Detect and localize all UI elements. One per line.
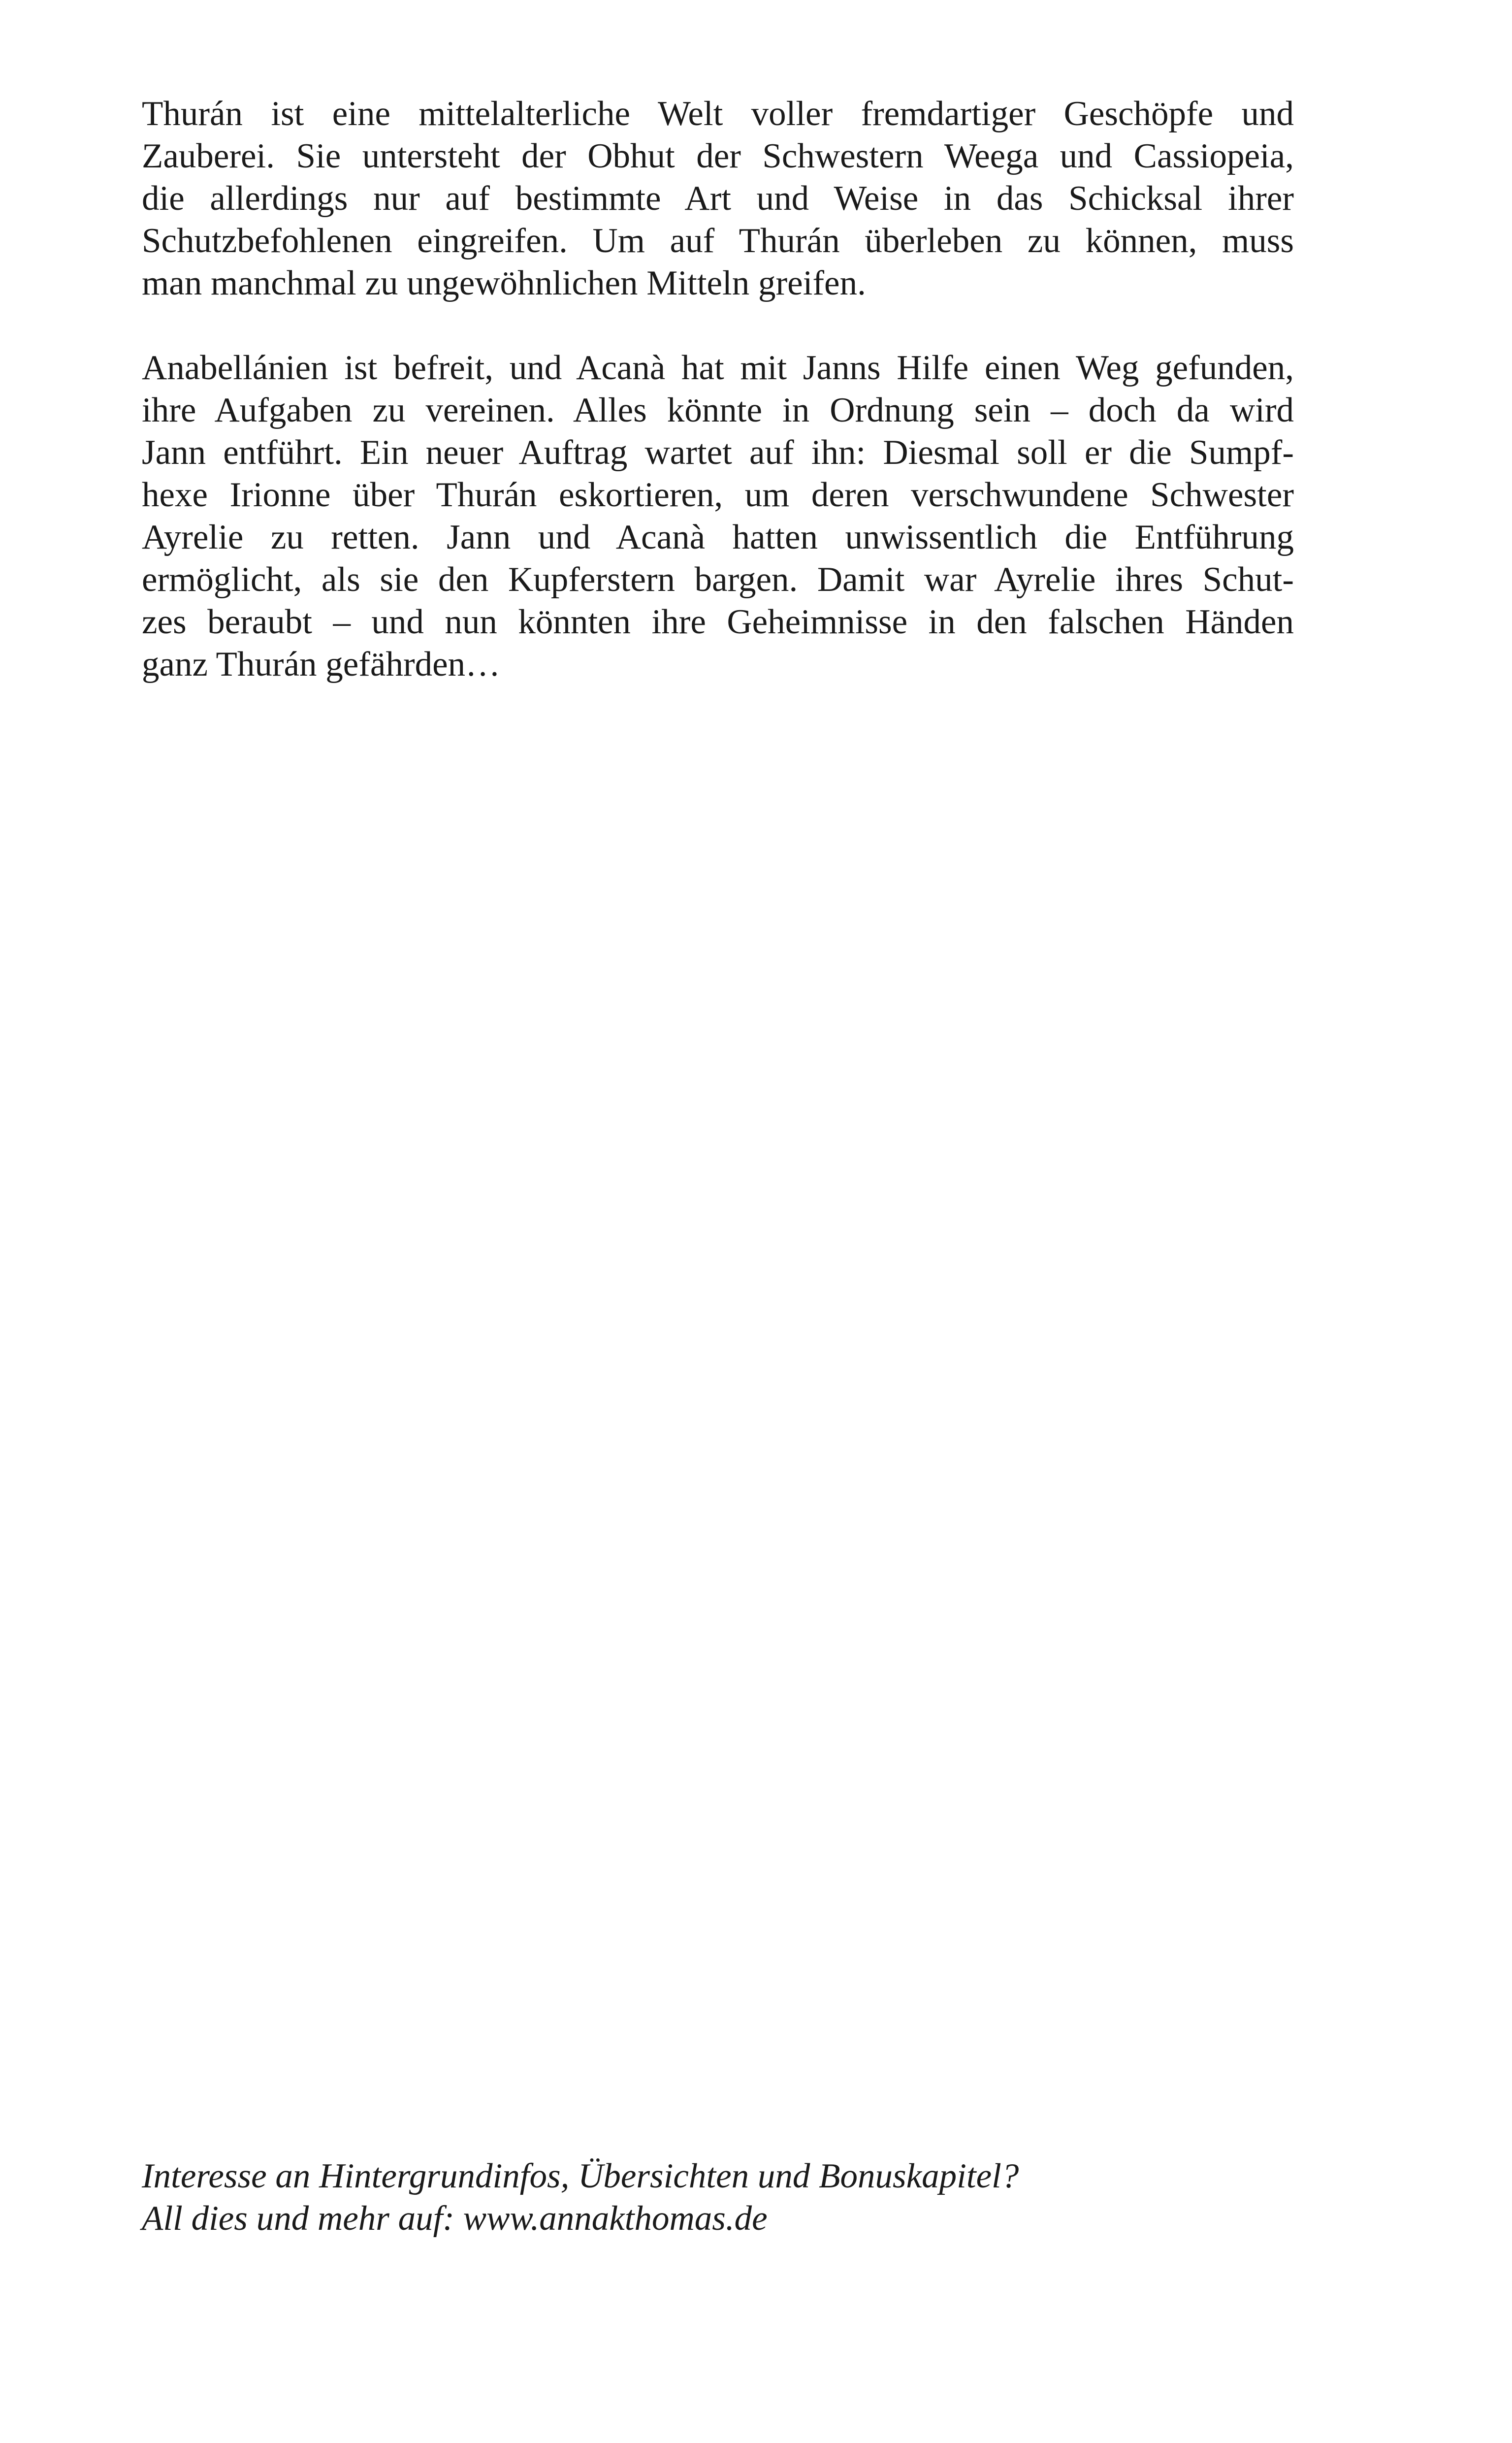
paragraph-2 bbox=[142, 347, 1294, 685]
paragraph-line: ganz Thurán gefährden… bbox=[142, 645, 501, 684]
paragraph-line: die allerdings nur auf bestimmte Art und Weise in das Schicksal ihrer bbox=[142, 179, 1294, 218]
paragraph-line: ihre Aufgaben zu vereinen. Alles könnte in Ordnung sein – doch da wird bbox=[142, 391, 1294, 429]
footer-note bbox=[142, 2155, 1294, 2240]
paragraph-line: Thurán ist eine mittelalterliche Welt voller fremdartiger Geschöpfe und bbox=[142, 95, 1294, 133]
paragraph-line: hexe Irionne über Thurán eskortieren, um deren verschwundene Schwester bbox=[142, 476, 1294, 514]
paragraph-line: Jann entführt. Ein neuer Auftrag wartet auf ihn: Diesmal soll er die Sumpf- bbox=[142, 433, 1294, 472]
paragraph-line: Schutzbefohlenen eingreifen. Um auf Thurán überleben zu können, muss bbox=[142, 222, 1294, 260]
paragraph-line: Ayrelie zu retten. Jann und Acanà hatten unwissentlich die Entführung bbox=[142, 518, 1294, 556]
paragraph-line: man manchmal zu ungewöhnlichen Mitteln greifen. bbox=[142, 264, 866, 302]
paragraph-line: ermöglicht, als sie den Kupferstern bargen. Damit war Ayrelie ihres Schut- bbox=[142, 560, 1294, 599]
footer-line-bonus: Interesse an Hintergrundinfos, Übersichten und Bonuskapitel? bbox=[142, 2157, 1019, 2195]
footer-line-website: All dies und mehr auf: www.annakthomas.de bbox=[142, 2199, 768, 2238]
paragraph-1 bbox=[142, 93, 1294, 304]
blurb-text bbox=[142, 93, 1294, 728]
paragraph-line: Zauberei. Sie untersteht der Obhut der Schwestern Weega und Cassiopeia, bbox=[142, 137, 1294, 175]
paragraph-line: zes beraubt – und nun könnten ihre Geheimnisse in den falschen Händen bbox=[142, 603, 1294, 641]
paragraph-line: Anabellánien ist befreit, und Acanà hat mit Janns Hilfe einen Weg gefunden, bbox=[142, 349, 1294, 387]
